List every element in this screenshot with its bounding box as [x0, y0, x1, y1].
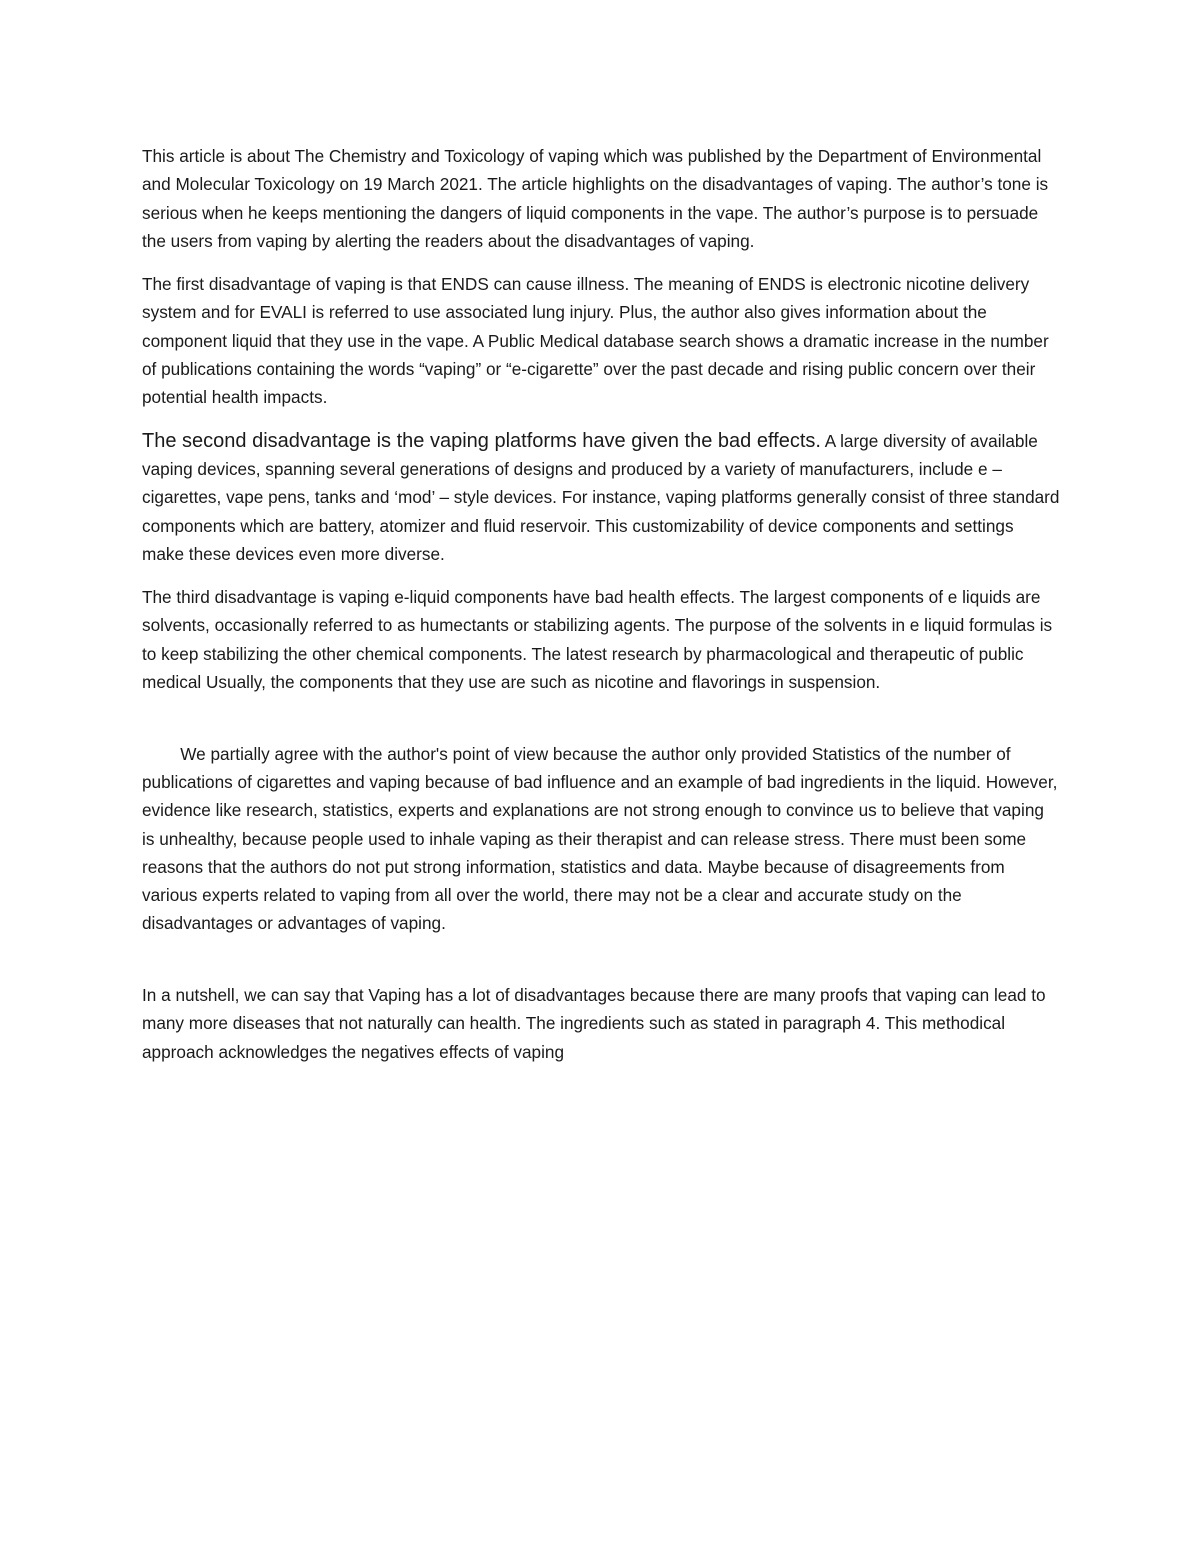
paragraph-opinion: [142, 711, 1063, 966]
paragraph-opinion-text: We partially agree with the author's point of view because the author only provided Statistics of the number of publications of cigarettes and vaping because of bad influence and an example of bad ingredients in the liquid. However, evidence like research, statistics, experts and explanations are not strong enough to convince us to believe that vaping is unhealthy, because people used to inhale vaping as their therapist and can release stress. There must been some reasons that the authors do not put strong information, statistics and data. Maybe because of disagreements from various experts related to vaping from all over the world, there may not be a clear and accurate study on the disadvantages or advantages of vaping.: [142, 743, 1063, 934]
paragraph-third-disadvantage: [142, 583, 1060, 696]
paragraph-second-disadvantage-lead: The second disadvantage is the vaping platforms have given the bad effects.: [142, 429, 821, 452]
document-body: [142, 142, 1063, 1081]
paragraph-second-disadvantage-text: A large diversity of available vaping devices, spanning several generations of designs and produced by a variety of manufacturers, include e – cigarettes, vape pens, tanks and ‘mod’ – style devices. For instance, vaping platforms generally consist of three standard components which are battery, atomizer and fluid reservoir. This customizability of device components and settings make these devices even more diverse.: [142, 430, 1060, 564]
paragraph-intro-text: This article is about The Chemistry and Toxicology of vaping which was published by the Department of Environmental and Molecular Toxicology on 19 March 2021. The article highlights on the disadvantages of vaping. The author’s tone is serious when he keeps mentioning the dangers of liquid components in the vape. The author’s purpose is to persuade the users from vaping by alerting the readers about the disadvantages of vaping.: [142, 146, 1049, 251]
paragraph-third-disadvantage-text: The third disadvantage is vaping e-liquid components have bad health effects. The largest components of e liquids are solvents, occasionally referred to as humectants or stabilizing agents. The purpose of the solvents in e liquid formulas is to keep stabilizing the other chemical components. The latest research by pharmacological and therapeutic of public medical Usually, the components that they use are such as nicotine and flavorings in suspension.: [142, 587, 1053, 693]
paragraph-first-disadvantage-text: The first disadvantage of vaping is that ENDS can cause illness. The meaning of ENDS is electronic nicotine delivery system and for EVALI is referred to use associated lung injury. Plus, the author also gives information about the component liquid that they use in the vape. A Public Medical database search shows a dramatic increase in the number of publications containing the words “vaping” or “e-cigarette” over the past decade and rising public concern over their potential health impacts.: [142, 274, 1049, 408]
paragraph-conclusion-text: In a nutshell, we can say that Vaping has a lot of disadvantages because there are many proofs that vaping can lead to many more diseases that not naturally can health. The ingredients such as stated in paragraph 4. This methodical approach acknowledges the negatives effects of vaping: [142, 985, 1046, 1062]
paragraph-intro: [142, 142, 1060, 255]
paragraph-second-disadvantage: [142, 427, 1060, 568]
paragraph-conclusion: [142, 981, 1060, 1066]
paragraph-first-disadvantage: [142, 270, 1060, 411]
